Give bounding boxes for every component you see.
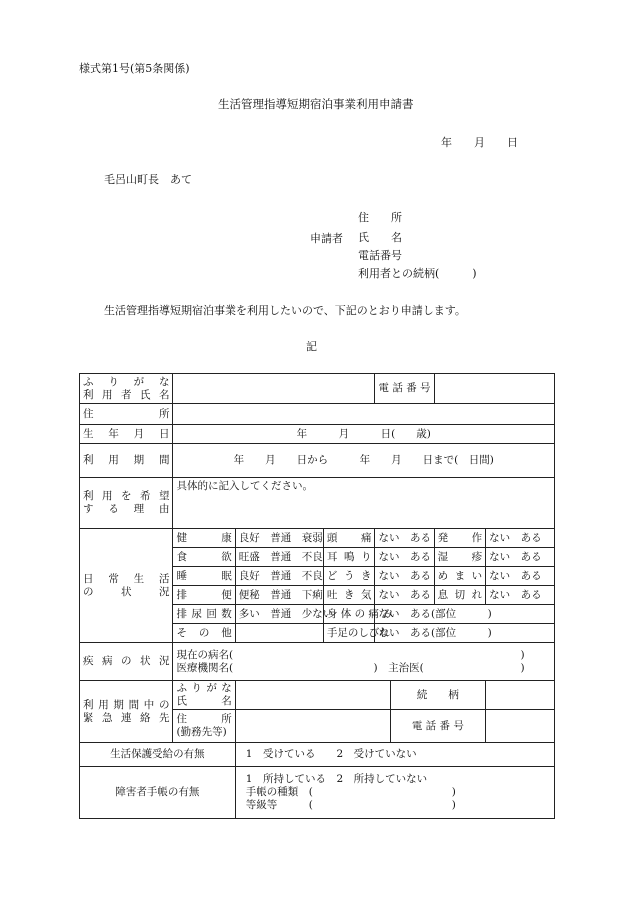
disability-label: 障害者手帳の有無: [80, 767, 236, 819]
recipient: 毛呂山町長 あて: [104, 173, 192, 186]
notebook-type-label: 手帳の種類 (: [245, 786, 313, 798]
em-relation-label: 続 柄: [390, 681, 486, 710]
breathless-options[interactable]: ない ある: [486, 586, 555, 605]
em-work-label: (勤務先等): [176, 726, 227, 738]
urination-label: 排尿回数: [173, 605, 235, 624]
appetite-options[interactable]: 旺盛 普通 不良: [235, 548, 323, 567]
em-name-field[interactable]: [235, 681, 390, 710]
emergency-label-line1: 利用期間中の: [83, 698, 170, 711]
reason-label-cell: [80, 478, 173, 529]
daily-label-line2: の 状 況: [83, 585, 170, 598]
name-label-cell: [80, 374, 173, 404]
address-label: 住 所: [80, 404, 173, 425]
urination-options[interactable]: 多い 普通 少ない: [235, 605, 323, 624]
doctor-close-paren: ): [520, 661, 525, 674]
dizziness-label: めまい: [434, 567, 486, 586]
seizure-options[interactable]: ない ある: [486, 529, 555, 548]
welfare-label: 生活保護受給の有無: [80, 743, 236, 767]
emergency-label-line2: 緊 急 連 絡 先: [83, 711, 170, 724]
intro-text: 生活管理指導短期宿泊事業を利用したいので、下記のとおり申請します。: [104, 304, 466, 317]
daily-row: [80, 529, 555, 548]
reason-field[interactable]: [173, 478, 555, 529]
pain-options[interactable]: ない ある(部位 ): [375, 605, 555, 624]
period-field[interactable]: 年 月 日から 年 月 日まで( 日間): [173, 444, 555, 478]
other-field[interactable]: [235, 624, 323, 643]
bowel-label: 排 便: [173, 586, 235, 605]
headache-options[interactable]: ない ある: [375, 529, 434, 548]
health-label: 健 康: [173, 529, 235, 548]
em-relation-field[interactable]: [486, 681, 555, 710]
doctor-label: ) 主治医(: [373, 661, 424, 674]
medical-institution-label: 医療機関名(: [176, 661, 234, 674]
birth-field[interactable]: 年 月 日( 歳): [173, 425, 555, 444]
emergency-label-cell: [80, 681, 173, 743]
pain-label: 身 体 の 痛 み: [323, 605, 375, 624]
seizure-label: 発 作: [434, 529, 486, 548]
form-number: 様式第1号(第5条関係): [79, 62, 190, 75]
tinnitus-options[interactable]: ない ある: [375, 548, 434, 567]
sleep-options[interactable]: 良好 普通 不良: [235, 567, 323, 586]
eczema-label: 湿 疹: [434, 548, 486, 567]
eczema-options[interactable]: ない ある: [486, 548, 555, 567]
disability-field[interactable]: [235, 767, 554, 819]
ki-label: 記: [306, 340, 317, 353]
address-field[interactable]: [173, 404, 555, 425]
applicant-phone-label: 電話番号: [358, 249, 402, 262]
disability-options[interactable]: 1 所持している 2 所持していない: [245, 773, 428, 785]
em-name-label-cell: [173, 681, 235, 710]
palpitation-options[interactable]: ない ある: [375, 567, 434, 586]
em-name-label: 氏 名: [176, 695, 232, 707]
appetite-label: 食 欲: [173, 548, 235, 567]
palpitation-label: どうき: [323, 567, 375, 586]
reason-label-line1: 利 用 を 希 望: [83, 490, 170, 502]
nausea-label: 吐き気: [323, 586, 375, 605]
application-table: [79, 373, 555, 819]
tinnitus-label: 耳鳴り: [323, 548, 375, 567]
notebook-type-close-paren: ): [451, 786, 456, 798]
nausea-options[interactable]: ない ある: [375, 586, 434, 605]
em-phone-label: 電 話 番 号: [390, 710, 486, 743]
current-disease-label: 現在の病名(: [176, 648, 234, 661]
disease-close-paren: ): [520, 648, 525, 661]
reason-label-line2: す る 理 由: [83, 503, 170, 515]
applicant-relation-label: 利用者との続柄( ): [358, 267, 477, 280]
applicant-address-label: 住 所: [358, 211, 402, 224]
bowel-options[interactable]: 便秘 普通 下痢: [235, 586, 323, 605]
furigana-label: ふ り が な: [83, 375, 170, 388]
em-address-label-cell: [173, 710, 235, 743]
numbness-options[interactable]: ない ある(部位 ): [375, 624, 555, 643]
breathless-label: 息切れ: [434, 586, 486, 605]
numbness-label: 手足のしびれ: [323, 624, 375, 643]
other-label: そ の 他: [173, 624, 235, 643]
phone-label: 電 話 番 号: [375, 374, 434, 404]
page-title: 生活管理指導短期宿泊事業利用申請書: [218, 97, 414, 111]
em-phone-field[interactable]: [486, 710, 555, 743]
health-options[interactable]: 良好 普通 衰弱: [235, 529, 323, 548]
applicant-name-label: 氏 名: [358, 231, 402, 244]
reason-hint: 具体的に記入してください。: [176, 480, 313, 492]
user-name-label: 利 用 者 氏 名: [83, 388, 170, 401]
welfare-options[interactable]: 1 受けている 2 受けていない: [235, 743, 554, 767]
period-label: 利 用 期 間: [80, 444, 173, 478]
daily-label-cell: [80, 529, 173, 643]
sleep-label: 睡 眠: [173, 567, 235, 586]
em-furigana-label: ふ り が な: [176, 682, 232, 694]
grade-label: 等級等 (: [245, 799, 313, 811]
applicant-name-row: [80, 374, 555, 404]
daily-label-line1: 日 常 生 活: [83, 572, 170, 585]
birth-label: 生 年 月 日: [80, 425, 173, 444]
user-name-field[interactable]: [173, 374, 375, 404]
disease-field[interactable]: [173, 643, 555, 681]
applicant-label: 申請者: [310, 232, 343, 245]
date-line: 年 月 日: [441, 136, 518, 149]
headache-label: 頭 痛: [323, 529, 375, 548]
grade-close-paren: ): [451, 799, 456, 811]
phone-field[interactable]: [434, 374, 554, 404]
disease-label: 疾 病 の 状 況: [80, 643, 173, 681]
dizziness-options[interactable]: ない ある: [486, 567, 555, 586]
em-address-label: 住 所: [176, 713, 232, 725]
em-address-field[interactable]: [235, 710, 390, 743]
